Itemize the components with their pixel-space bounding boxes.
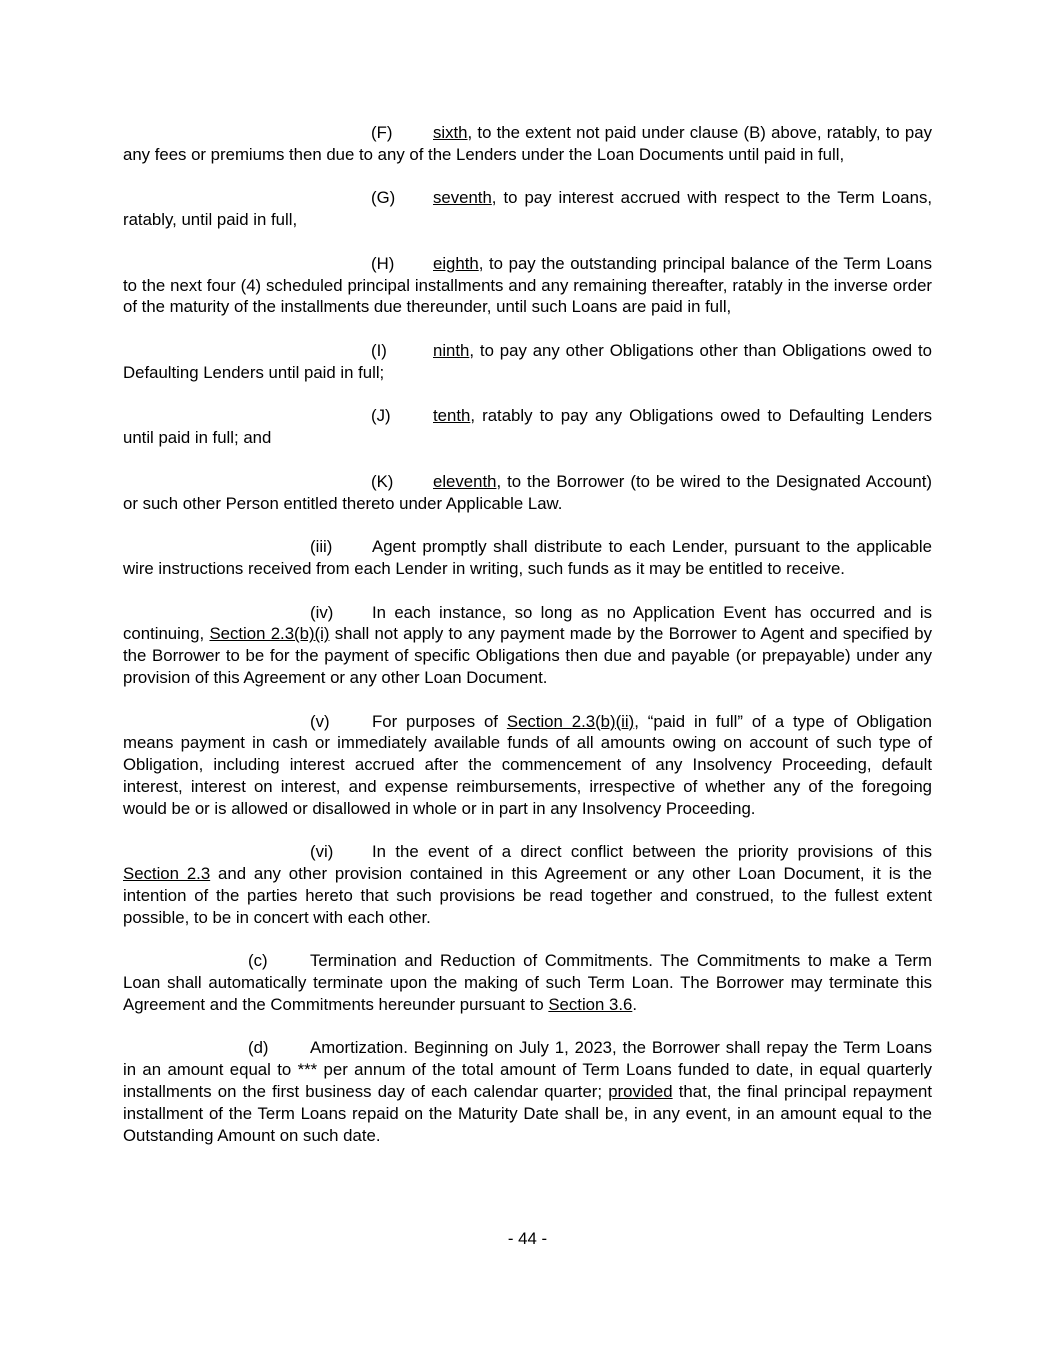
paragraph-iv	[123, 602, 932, 689]
text-segment: , “paid in full” of a type of Obligation means payment in cash or immediately available funds of all amounts owing on account of such type of Obligation, including interest accrued after the commencement of any Insolvency Proceeding, default interest, interest on interest, and expense reimbursements, irrespective of whether any of the foregoing would be or is allowed or disallowed in whole or in part in any Insolvency Proceeding.	[123, 711, 932, 818]
section-reference: Section 3.6	[548, 994, 633, 1014]
text-segment: , to the extent not paid under clause (B) above, ratably, to pay any fees or premiums then due to any of the Lenders under the Loan Documents until paid in full,	[123, 123, 932, 164]
underlined-term: sixth	[433, 123, 468, 142]
clause-label-g: (G)	[371, 188, 396, 208]
text-segment: that, the final principal repayment installment of the Term Loans repaid on the Maturity Date shall be, in any event, in an amount equal to the Outstanding Amount on such date.	[123, 1082, 932, 1145]
text-segment: Termination and Reduction of Commitments. The Commitments to make a Term Loan shall automatically terminate upon the making of such Term Loan. The Borrower may terminate this Agreement and the Commitments hereunder pursuant to	[123, 951, 932, 1014]
underlined-term: provided	[608, 1082, 673, 1102]
paragraph-h	[123, 253, 932, 318]
underlined-term: eighth	[433, 253, 479, 273]
section-reference: Section 2.3	[123, 864, 211, 884]
paragraph-f	[123, 122, 932, 166]
text-segment: , ratably to pay any Obligations owed to Defaulting Lenders until paid in full; and	[123, 406, 932, 448]
clause-label-iv: (iv)	[310, 602, 334, 622]
paragraph-iii	[123, 536, 932, 580]
paragraph-vi	[123, 841, 932, 928]
paragraph-i	[123, 340, 932, 384]
paragraph-v	[123, 711, 932, 820]
text-segment: , to pay the outstanding principal balance of the Term Loans to the next four (4) scheduled principal installments and any remaining thereafter, ratably in the inverse order of the maturity of the installments due thereunder, until such Loans are paid in full,	[123, 253, 932, 317]
paragraph-j	[123, 405, 932, 449]
text-segment: .	[632, 994, 637, 1014]
underlined-term: tenth	[433, 406, 471, 426]
clause-label-iii: (iii)	[310, 537, 333, 557]
text-segment: In each instance, so long as no Application Event has occurred and is continuing,	[123, 602, 932, 644]
clause-label-c: (c)	[248, 951, 268, 971]
section-reference: Section 2.3(b)(i)	[209, 624, 330, 644]
clause-label-d: (d)	[248, 1038, 269, 1058]
section-reference: Section 2.3(b)(ii)	[506, 711, 635, 731]
paragraph-d	[123, 1037, 932, 1146]
text-segment: shall not apply to any payment made by the Borrower to Agent and specified by the Borrower to be for the payment of specific Obligations then due and payable (or prepayable) under any provision of this Agreement or any other Loan Document.	[123, 624, 932, 687]
underlined-term: seventh	[433, 188, 492, 208]
clause-label-h: (H)	[371, 253, 395, 273]
text-segment: , to the Borrower (to be wired to the Designated Account) or such other Person entitled thereto under Applicable Law.	[123, 471, 932, 513]
clause-label-vi: (vi)	[310, 842, 334, 862]
text-segment: For purposes of	[372, 711, 507, 731]
text-segment: Amortization. Beginning on July 1, 2023, the Borrower shall repay the Term Loans in an amount equal to *** per annum of the total amount of Term Loans funded to date, in equal quarterly installments on the first business day of each calendar quarter;	[123, 1038, 932, 1102]
paragraph-g	[123, 187, 932, 231]
underlined-term: eleventh	[433, 471, 497, 491]
text-segment: Agent promptly shall distribute to each Lender, pursuant to the applicable wire instructions received from each Lender in writing, such funds as it may be entitled to receive.	[123, 537, 932, 578]
paragraph-c	[123, 950, 932, 1015]
text-segment: In the event of a direct conflict between the priority provisions of this	[372, 842, 932, 862]
clause-label-i: (I)	[371, 340, 387, 360]
clause-label-v: (v)	[310, 711, 330, 731]
paragraph-k	[123, 471, 932, 515]
text-segment: , to pay interest accrued with respect to the Term Loans, ratably, until paid in full,	[123, 188, 932, 230]
clause-label-j: (J)	[371, 406, 391, 426]
underlined-term: ninth	[433, 340, 470, 360]
text-segment: and any other provision contained in this Agreement or any other Loan Document, it is the intention of the parties hereto that such provisions be read together and construed, to the fullest extent possible, to be in concert with each other.	[123, 864, 933, 927]
text-segment: , to pay any other Obligations other than Obligations owed to Defaulting Lenders until paid in full;	[123, 340, 932, 382]
page-number: - 44 -	[507, 1229, 548, 1248]
clause-label-f: (F)	[371, 123, 393, 142]
clause-label-k: (K)	[371, 471, 394, 491]
